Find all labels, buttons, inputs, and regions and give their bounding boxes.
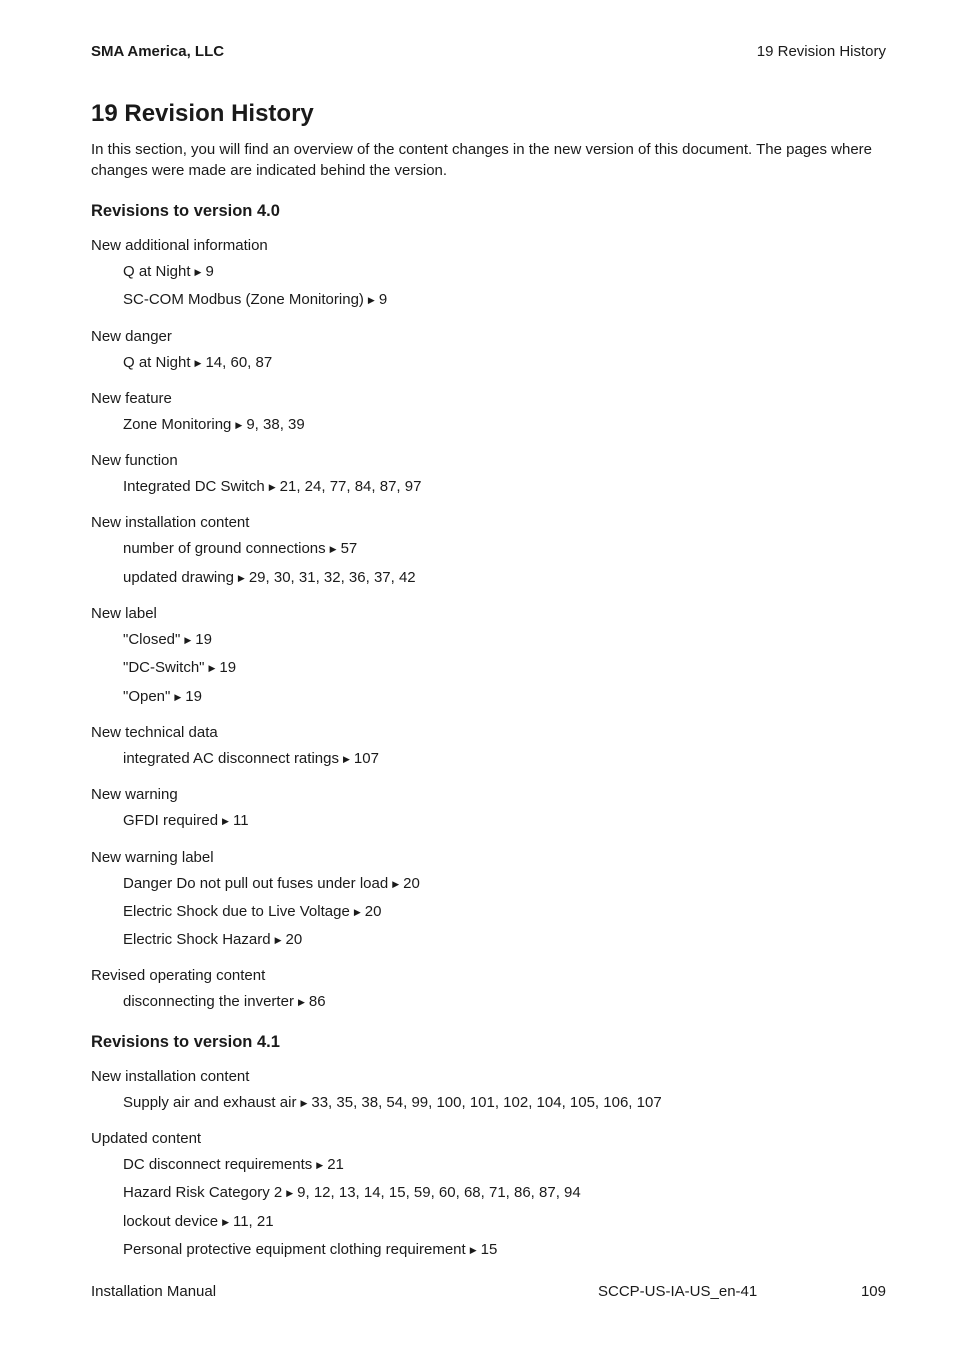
triangle-right-icon: ▶ — [329, 544, 337, 555]
page-references: 21 — [327, 1156, 344, 1174]
triangle-right-icon: ▶ — [316, 1160, 324, 1171]
page-references: 9, 12, 13, 14, 15, 59, 60, 68, 71, 86, 87, 94 — [297, 1184, 581, 1202]
list-item — [123, 473, 886, 501]
page-references: 20 — [403, 874, 420, 892]
change-category: New additional information — [91, 237, 268, 254]
page-references: 19 — [185, 687, 202, 705]
change-text: updated drawing — [123, 568, 234, 586]
list-item — [123, 1089, 886, 1117]
page-references: 15 — [480, 1240, 498, 1258]
list-item — [123, 926, 886, 954]
change-list — [91, 535, 886, 592]
list-item — [123, 349, 886, 377]
change-text: Q at Night — [123, 263, 191, 280]
triangle-right-icon: ▶ — [286, 1188, 294, 1199]
change-list — [91, 1151, 886, 1264]
change-text: disconnecting the inverter — [123, 993, 294, 1011]
change-text: integrated AC disconnect ratings — [123, 749, 339, 767]
change-category: New feature — [91, 389, 172, 407]
change-text: Danger Do not pull out fuses under load — [123, 874, 389, 892]
list-item — [123, 535, 886, 563]
triangle-right-icon: ▶ — [235, 419, 243, 430]
change-text: Hazard Risk Category 2 — [123, 1184, 283, 1202]
triangle-right-icon: ▶ — [392, 878, 400, 889]
page-references: 20 — [364, 902, 382, 920]
change-group — [91, 325, 886, 377]
page-references: 33, 35, 38, 54, 99, 100, 101, 102, 104, 105, 106, 107 — [311, 1093, 662, 1111]
change-list — [91, 411, 886, 439]
change-list — [91, 626, 886, 711]
list-item — [123, 626, 886, 654]
triangle-right-icon: ▶ — [194, 357, 202, 368]
change-group — [91, 234, 886, 315]
page-references: 86 — [308, 993, 326, 1011]
change-list — [91, 473, 886, 501]
page-references: 11, 21 — [232, 1212, 274, 1230]
triangle-right-icon: ▶ — [342, 753, 350, 764]
page-title: 19 Revision History — [91, 100, 314, 127]
list-item — [123, 654, 886, 682]
change-category: New label — [91, 605, 157, 623]
version-block — [91, 198, 886, 1017]
page-references: 107 — [353, 749, 379, 767]
triangle-right-icon: ▶ — [367, 295, 375, 306]
list-item — [123, 258, 886, 286]
list-item — [123, 286, 886, 314]
change-list — [91, 349, 886, 377]
change-group — [91, 964, 886, 1016]
change-text: Electric Shock Hazard — [123, 931, 271, 949]
page-references: 9, 38, 39 — [246, 415, 305, 433]
change-text: Integrated DC Switch — [123, 478, 265, 496]
change-category: Updated content — [91, 1130, 202, 1148]
page-references: 19 — [195, 631, 212, 649]
change-text: number of ground connections — [123, 540, 326, 558]
page-references: 57 — [340, 540, 358, 558]
change-group — [91, 721, 886, 773]
change-list — [91, 807, 886, 835]
page-references: 11 — [232, 812, 249, 830]
change-category: New warning label — [91, 848, 214, 866]
page-references: 20 — [285, 931, 303, 949]
change-category: Revised operating content — [91, 967, 266, 985]
list-item — [123, 1179, 886, 1207]
triangle-right-icon: ▶ — [353, 906, 361, 917]
change-text: Zone Monitoring — [123, 415, 232, 433]
change-text: Personal protective equipment clothing requirement — [123, 1240, 466, 1258]
change-group — [91, 1065, 886, 1117]
change-category: New technical data — [91, 723, 218, 741]
change-list — [91, 1089, 886, 1117]
change-category: New function — [91, 452, 178, 470]
version-heading: Revisions to version 4.0 — [91, 202, 280, 220]
change-group — [91, 846, 886, 955]
page-references: 9 — [378, 291, 388, 309]
list-item — [123, 1151, 886, 1179]
change-group — [91, 783, 886, 835]
change-text: "Closed" — [123, 631, 181, 649]
footer-manual: Installation Manual — [91, 1283, 217, 1300]
change-text: lockout device — [123, 1212, 219, 1230]
change-list — [91, 258, 886, 315]
list-item — [123, 411, 886, 439]
change-group — [91, 1127, 886, 1264]
list-item — [123, 683, 886, 711]
change-text: "DC-Switch" — [123, 659, 205, 677]
change-category: New installation content — [91, 514, 250, 532]
document-page — [91, 0, 886, 1350]
triangle-right-icon: ▶ — [297, 997, 305, 1008]
triangle-right-icon: ▶ — [222, 816, 229, 827]
list-item — [123, 988, 886, 1016]
page-references: 19 — [219, 659, 237, 677]
list-item — [123, 898, 886, 926]
header-section: 19 Revision History — [756, 43, 886, 60]
page-references: 14, 60, 87 — [205, 353, 273, 371]
list-item — [123, 1236, 886, 1264]
change-text: "Open" — [123, 687, 171, 705]
page-header — [91, 43, 886, 65]
list-item — [123, 870, 886, 898]
change-text: GFDI required — [123, 812, 219, 830]
footer-page-number: 109 — [860, 1283, 886, 1300]
change-category: New danger — [91, 327, 172, 345]
change-list — [91, 988, 886, 1016]
change-text: Supply air and exhaust air — [123, 1093, 297, 1111]
change-text: Q at Night — [123, 353, 191, 371]
change-group — [91, 387, 886, 439]
change-category: New installation content — [91, 1067, 250, 1085]
triangle-right-icon: ▶ — [469, 1244, 477, 1255]
change-text: SC-COM Modbus (Zone Monitoring) — [123, 291, 364, 309]
triangle-right-icon: ▶ — [300, 1097, 308, 1108]
intro-paragraph: In this section, you will find an overview of the content changes in the new version of this document. The pages where changes were made are indicated behind the version. — [91, 141, 873, 179]
page-references: 29, 30, 31, 32, 36, 37, 42 — [248, 568, 416, 586]
change-group — [91, 449, 886, 501]
page-references: 9 — [205, 263, 214, 280]
change-text: Electric Shock due to Live Voltage — [123, 902, 350, 920]
triangle-right-icon: ▶ — [268, 482, 276, 493]
page-footer — [91, 1283, 886, 1305]
change-text: DC disconnect requirements — [123, 1156, 313, 1174]
list-item — [123, 564, 886, 592]
list-item — [123, 745, 886, 773]
triangle-right-icon: ▶ — [208, 663, 216, 674]
triangle-right-icon: ▶ — [222, 1216, 229, 1227]
triangle-right-icon: ▶ — [194, 267, 202, 277]
change-list — [91, 745, 886, 773]
change-group — [91, 511, 886, 592]
triangle-right-icon: ▶ — [184, 635, 192, 646]
revision-list — [91, 198, 886, 1264]
list-item — [123, 807, 886, 835]
triangle-right-icon: ▶ — [274, 935, 282, 946]
footer-doc-id: SCCP-US-IA-US_en-41 — [598, 1283, 758, 1300]
change-list — [91, 870, 886, 955]
list-item — [123, 1208, 886, 1236]
triangle-right-icon: ▶ — [237, 572, 245, 583]
change-category: New warning — [91, 786, 178, 804]
header-company: SMA America, LLC — [91, 43, 225, 60]
version-block — [91, 1029, 886, 1264]
page-references: 21, 24, 77, 84, 87, 97 — [279, 478, 422, 496]
change-group — [91, 602, 886, 711]
version-heading: Revisions to version 4.1 — [91, 1032, 280, 1051]
triangle-right-icon: ▶ — [174, 691, 182, 702]
